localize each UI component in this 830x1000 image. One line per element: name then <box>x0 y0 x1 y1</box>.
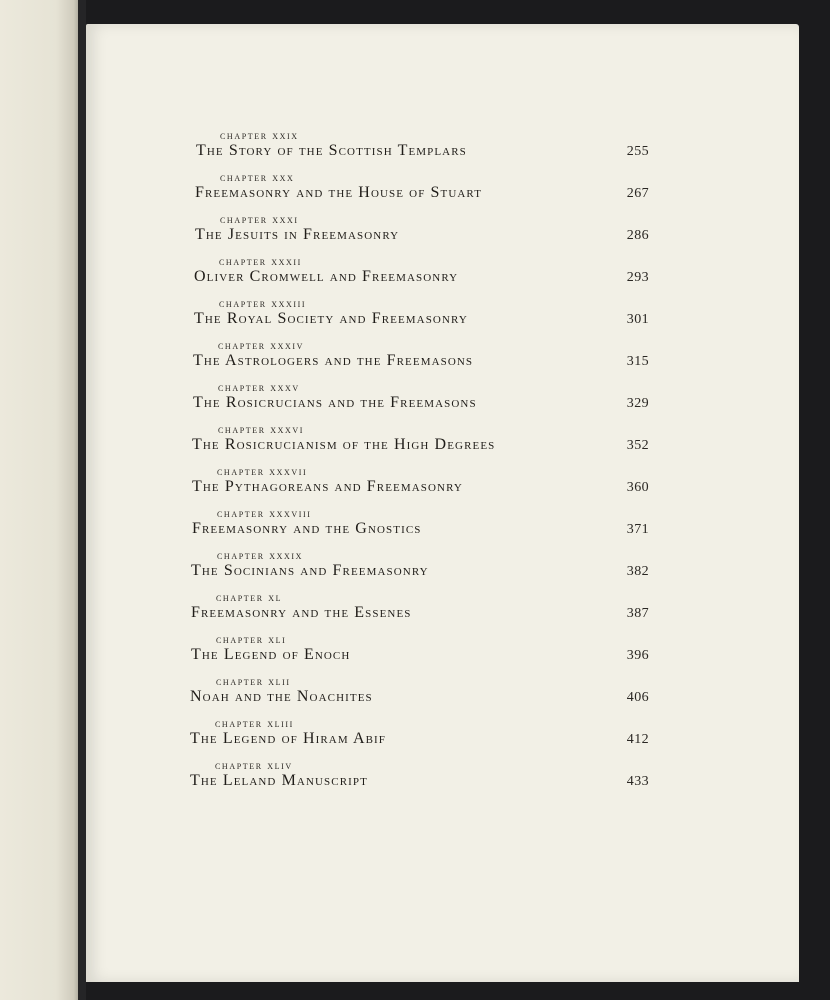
chapter-title: Freemasonry and the Essenes <box>191 604 412 621</box>
page-number: 412 <box>626 732 649 747</box>
page-number: 371 <box>626 522 649 537</box>
page-number: 433 <box>626 774 649 789</box>
page-number: 352 <box>626 438 649 453</box>
page-number: 382 <box>626 564 649 579</box>
chapter-label: chapter xliv <box>215 758 293 772</box>
chapter-label: chapter xxxi <box>220 212 299 226</box>
chapter-title: Freemasonry and the Gnostics <box>192 520 422 537</box>
toc-entry <box>86 338 799 382</box>
chapter-label: chapter xliii <box>215 716 294 730</box>
toc-entry <box>86 716 799 760</box>
toc-entry <box>86 758 799 802</box>
toc-entry <box>86 506 799 550</box>
chapter-title: The Legend of Enoch <box>191 646 351 663</box>
chapter-label: chapter xl <box>216 590 283 604</box>
toc-entry <box>86 296 799 340</box>
chapter-label: chapter xxxiv <box>218 338 305 352</box>
chapter-title: The Leland Manuscript <box>190 772 368 789</box>
chapter-label: chapter xxxvi <box>218 422 305 436</box>
chapter-label: chapter xxxv <box>218 380 300 394</box>
chapter-title: The Pythagoreans and Freemasonry <box>192 478 463 495</box>
page-number: 396 <box>626 648 649 663</box>
chapter-title: The Royal Society and Freemasonry <box>194 310 468 327</box>
chapter-title: Noah and the Noachites <box>190 688 373 705</box>
chapter-title: The Story of the Scottish Templars <box>196 142 467 159</box>
toc-entry <box>86 170 799 214</box>
chapter-title: Freemasonry and the House of Stuart <box>195 184 483 201</box>
chapter-title: The Socinians and Freemasonry <box>191 562 429 579</box>
chapter-label: chapter xxxix <box>217 548 304 562</box>
chapter-title: Oliver Cromwell and Freemasonry <box>194 268 459 285</box>
toc-entry <box>86 674 799 718</box>
page-number: 360 <box>626 480 649 495</box>
toc-entry <box>86 422 799 466</box>
page-number: 387 <box>626 606 649 621</box>
toc-entry <box>86 380 799 424</box>
chapter-label: chapter xxix <box>220 128 299 142</box>
page-number: 255 <box>626 144 649 159</box>
book-gutter <box>78 0 86 1000</box>
chapter-label: chapter xxxiii <box>219 296 307 310</box>
page-number: 286 <box>626 228 649 243</box>
chapter-title: The Astrologers and the Freemasons <box>193 352 474 369</box>
chapter-label: chapter xxxvii <box>217 464 308 478</box>
page-number: 329 <box>626 396 649 411</box>
toc-entry <box>86 590 799 634</box>
page-number: 301 <box>626 312 649 327</box>
chapter-label: chapter xxxii <box>219 254 302 268</box>
page-number: 315 <box>626 354 649 369</box>
page-number: 293 <box>626 270 649 285</box>
page-number: 267 <box>626 186 649 201</box>
toc-entry <box>86 548 799 592</box>
toc-entry <box>86 212 799 256</box>
toc-entry <box>86 464 799 508</box>
chapter-title: The Jesuits in Freemasonry <box>195 226 400 243</box>
table-of-contents <box>86 24 799 982</box>
page-number: 406 <box>626 690 649 705</box>
toc-entry <box>86 254 799 298</box>
chapter-label: chapter xxx <box>220 170 295 184</box>
toc-entry <box>86 128 799 172</box>
chapter-title: The Rosicrucianism of the High Degrees <box>192 436 496 453</box>
toc-entry <box>86 632 799 676</box>
chapter-label: chapter xxxviii <box>217 506 312 520</box>
chapter-title: The Legend of Hiram Abif <box>190 730 387 747</box>
chapter-label: chapter xli <box>216 632 287 646</box>
chapter-label: chapter xlii <box>216 674 291 688</box>
chapter-title: The Rosicrucians and the Freemasons <box>193 394 477 411</box>
left-page <box>0 0 80 1000</box>
